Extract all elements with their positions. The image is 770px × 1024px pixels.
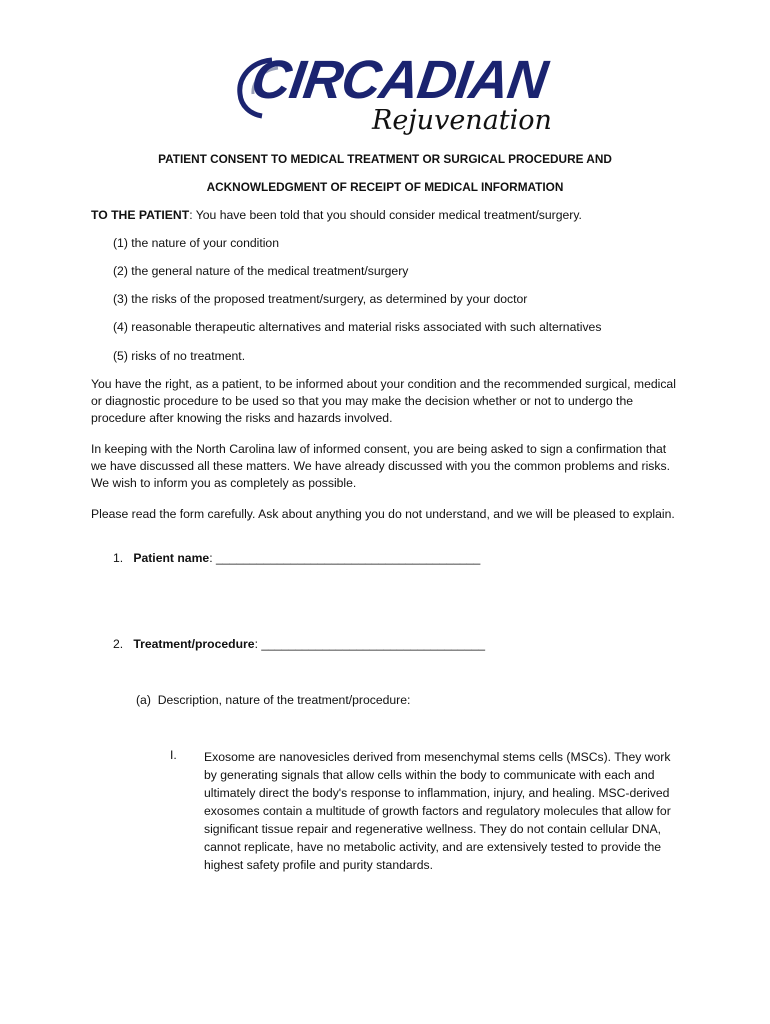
patient-name-blank[interactable]: : _______________________________________ [209, 551, 481, 565]
patient-name-field[interactable] [113, 551, 480, 565]
roman-numeral-label: I. [170, 748, 177, 762]
field-number: 2. [113, 637, 124, 651]
list-item: (2) the general nature of the medical treatment/surgery [113, 264, 409, 278]
document-title-line-1: PATIENT CONSENT TO MEDICAL TREATMENT OR SURGICAL PROCEDURE AND [158, 152, 612, 166]
subsection-label: (a) [136, 693, 151, 707]
logo-brand-text: CIRCADIAN [247, 50, 551, 110]
subsection-heading [136, 693, 410, 707]
read-form-paragraph: Please read the form carefully. Ask about anything you do not understand, and we will be pleased to explain. [91, 507, 675, 521]
intro-label: TO THE PATIENT [91, 208, 190, 222]
company-logo [232, 48, 552, 146]
document-title-line-2: ACKNOWLEDGMENT OF RECEIPT OF MEDICAL INFORMATION [206, 180, 564, 194]
rights-paragraph: You have the right, as a patient, to be informed about your condition and the recommended surgical, medical or diagnostic procedure to be used so that you may make the decision whether or not to undergo the procedure after knowing the risks and hazards involved. [91, 377, 676, 425]
informed-consent-paragraph: In keeping with the North Carolina law of informed consent, you are being asked to sign a confirmation that we have discussed all these matters. We have already discussed with you the common problems and risks. We wish to inform you as completely as possible. [91, 442, 670, 490]
list-item: (3) the risks of the proposed treatment/surgery, as determined by your doctor [113, 292, 528, 306]
list-item: (4) reasonable therapeutic alternatives and material risks associated with such alternatives [113, 320, 602, 334]
intro-text: : You have been told that you should consider medical treatment/surgery. [189, 208, 582, 222]
treatment-procedure-blank[interactable]: : _________________________________ [254, 637, 486, 651]
subsection-text: Description, nature of the treatment/procedure: [157, 693, 411, 707]
treatment-procedure-field[interactable] [113, 637, 485, 651]
exosome-description-paragraph: Exosome are nanovesicles derived from mesenchymal stems cells (MSCs). They work by generating signals that allow cells within the body to communicate with each and ultimately direct the body's response to inflammation, injury, and healing. MSC-derived exosomes contain a multitude of growth factors and regulatory molecules that allow for significant tissue repair and regenerative wellness. They do not contain cellular DNA, cannot replicate, have no metabolic activity, and are extensively tested to provide the highest safety profile and purity standards. [204, 750, 671, 872]
intro-line [91, 208, 582, 222]
patient-name-label: Patient name [133, 551, 210, 565]
treatment-procedure-label: Treatment/procedure [133, 637, 255, 651]
list-item: (1) the nature of your condition [113, 236, 279, 250]
field-number: 1. [113, 551, 124, 565]
logo-tagline-text: Rejuvenation [372, 105, 552, 136]
list-item: (5) risks of no treatment. [113, 349, 246, 363]
